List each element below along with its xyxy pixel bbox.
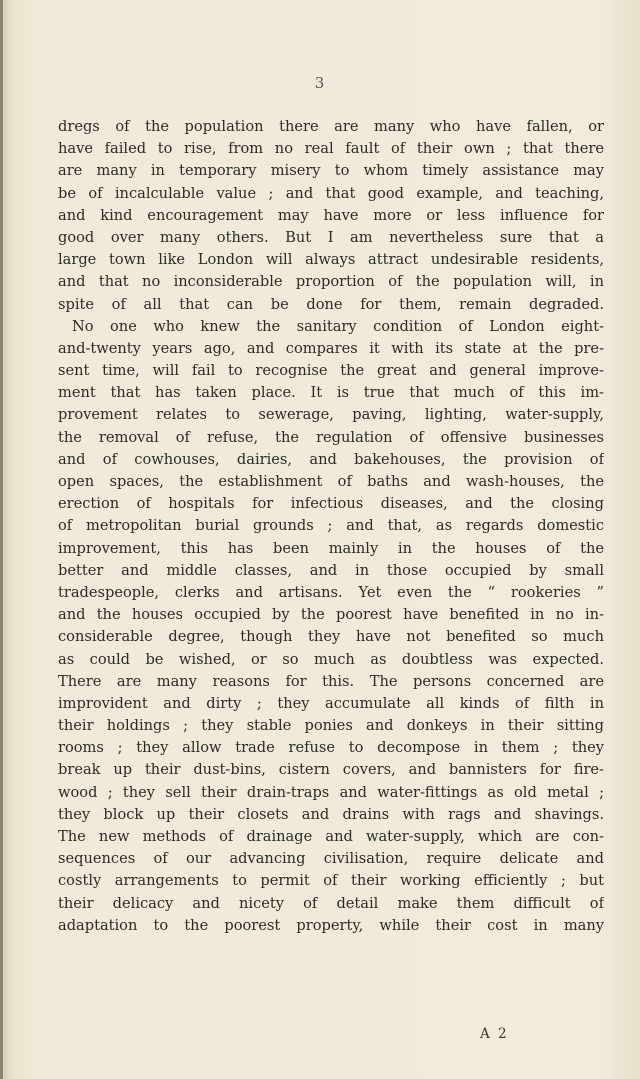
text-line: and-twenty years ago, and compares it with its state at the pre-	[58, 339, 604, 357]
text-line: spite of all that can be done for them, remain degraded.	[58, 295, 604, 313]
text-line: be of incalculable value ; and that good example, and teaching,	[58, 184, 604, 202]
body-text	[58, 116, 604, 937]
text-line: large town like London will always attract undesirable residents,	[58, 251, 604, 269]
signature-mark: A 2	[480, 1026, 509, 1042]
text-line: the removal of refuse, the regulation of offensive businesses	[58, 428, 604, 446]
text-line: better and middle classes, and in those occupied by small	[58, 561, 604, 579]
text-line: are many in temporary misery to whom timely assistance may	[58, 162, 604, 180]
text-line: and that no inconsiderable proportion of the population will, in	[58, 273, 604, 291]
text-line: sequences of our advancing civilisation, require delicate and	[58, 850, 604, 868]
text-line: their holdings ; they stable ponies and donkeys in their sitting	[58, 717, 604, 735]
text-line: The new methods of drainage and water-supply, which are con-	[58, 828, 604, 845]
text-line: break up their dust-bins, cistern covers, and bannisters for fire-	[58, 761, 604, 779]
page-number: 3	[314, 74, 326, 92]
text-line: and kind encouragement may have more or less influence for	[58, 206, 604, 224]
text-line: tradespeople, clerks and artisans. Yet even the “ rookeries ”	[58, 583, 604, 601]
text-line: they block up their closets and drains with rags and shavings.	[58, 805, 604, 823]
text-line: good over many others. But I am nevertheless sure that a	[58, 228, 604, 246]
text-line: provement relates to sewerage, paving, lighting, water-supply,	[58, 406, 604, 424]
text-line: ment that has taken place. It is true that much of this im-	[58, 384, 604, 402]
text-line: erection of hospitals for infectious diseases, and the closing	[58, 495, 604, 513]
text-line: No one who knew the sanitary condition of London eight-	[72, 317, 604, 335]
text-line: as could be wished, or so much as doubtless was expected.	[58, 650, 604, 668]
text-line: improvement, this has been mainly in the houses of the	[58, 539, 604, 557]
text-line: of metropolitan burial grounds ; and that, as regards domestic	[58, 517, 604, 535]
text-line: wood ; they sell their drain-traps and water-fittings as old metal ;	[58, 783, 604, 801]
text-line: considerable degree, though they have not benefited so much	[58, 628, 604, 646]
text-line: their delicacy and nicety of detail make them difficult of	[58, 894, 604, 912]
text-line: dregs of the population there are many who have fallen, or	[58, 118, 604, 135]
text-line: open spaces, the establishment of baths and wash-houses, the	[58, 473, 604, 490]
text-line: rooms ; they allow trade refuse to decompose in them ; they	[58, 739, 604, 757]
text-line: improvident and dirty ; they accumulate all kinds of filth in	[58, 694, 604, 712]
text-line: adaptation to the poorest property, while their cost in many	[58, 916, 604, 934]
text-line: and of cowhouses, dairies, and bakehouses, the provision of	[58, 450, 604, 468]
binding-edge	[0, 0, 3, 1079]
text-line: There are many reasons for this. The persons concerned are	[58, 672, 604, 690]
text-line: sent time, will fail to recognise the great and general improve-	[58, 362, 604, 380]
text-line: have failed to rise, from no real fault of their own ; that there	[58, 140, 604, 158]
text-line: costly arrangements to permit of their working efficiently ; but	[58, 872, 604, 890]
text-line: and the houses occupied by the poorest have benefited in no in-	[58, 606, 604, 624]
